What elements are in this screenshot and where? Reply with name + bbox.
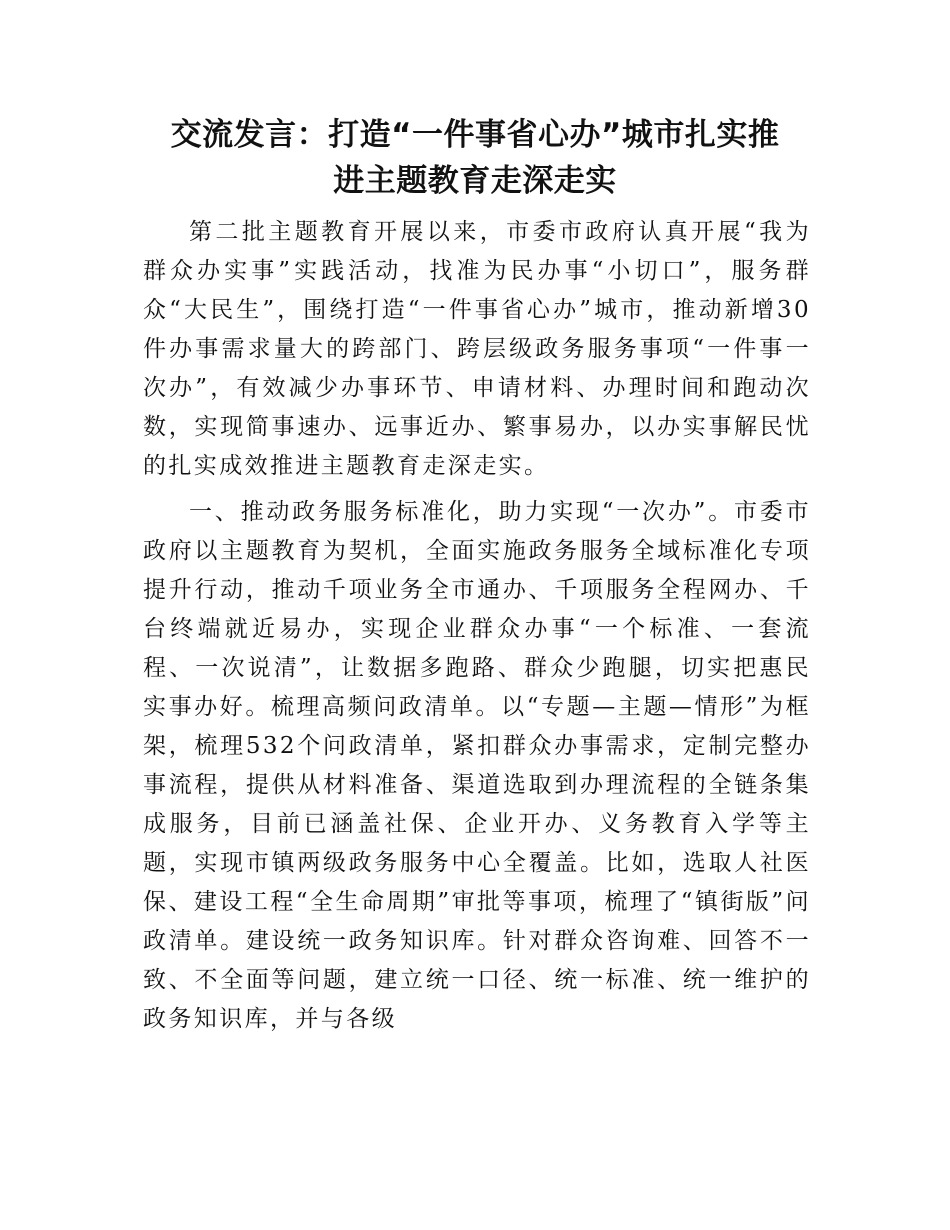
title-line-1: 交流发言：打造“一件事省心办”城市扎实推 (170, 117, 780, 153)
document-title (140, 112, 810, 204)
body-paragraph-1: 第二批主题教育开展以来，市委市政府认真开展“我为群众办实事”实践活动，找准为民办事“小切口”，服务群众“大民生”，围绕打造“一件事省心办”城市，推动新增30件办事需求量大的跨部门、跨层级政务服务事项“一件事一次办”，有效减少办事环节、申请材料、办理时间和跑动次数，实现简事速办、远事近办、繁事易办，以办实事解民忧的扎实成效推进主题教育走深走实。 (143, 219, 811, 479)
document-body (143, 213, 811, 1039)
title-line-2: 进主题教育走深走实 (333, 163, 617, 199)
body-paragraph-2: 一、推动政务服务标准化，助力实现“一次办”。市委市政府以主题教育为契机，全面实施政务服务全域标准化专项提升行动，推动千项业务全市通办、千项服务全程网办、千台终端就近易办，实现企业群众办事“一个标准、一套流程、一次说清”，让数据多跑路、群众少跑腿，切实把惠民实事办好。梳理高频问政清单。以“专题—主题—情形”为框架，梳理532个问政清单，紧扣群众办事需求，定制完整办事流程，提供从材料准备、渠道选取到办理流程的全链条集成服务，目前已涵盖社保、企业开办、义务教育入学等主题，实现市镇两级政务服务中心全覆盖。比如，选取人社医保、建设工程“全生命周期”审批等事项，梳理了“镇街版”问政清单。建设统一政务知识库。针对群众咨询难、回答不一致、不全面等问题，建立统一口径、统一标准、统一维护的政务知识库，并与各级 (143, 499, 811, 1032)
